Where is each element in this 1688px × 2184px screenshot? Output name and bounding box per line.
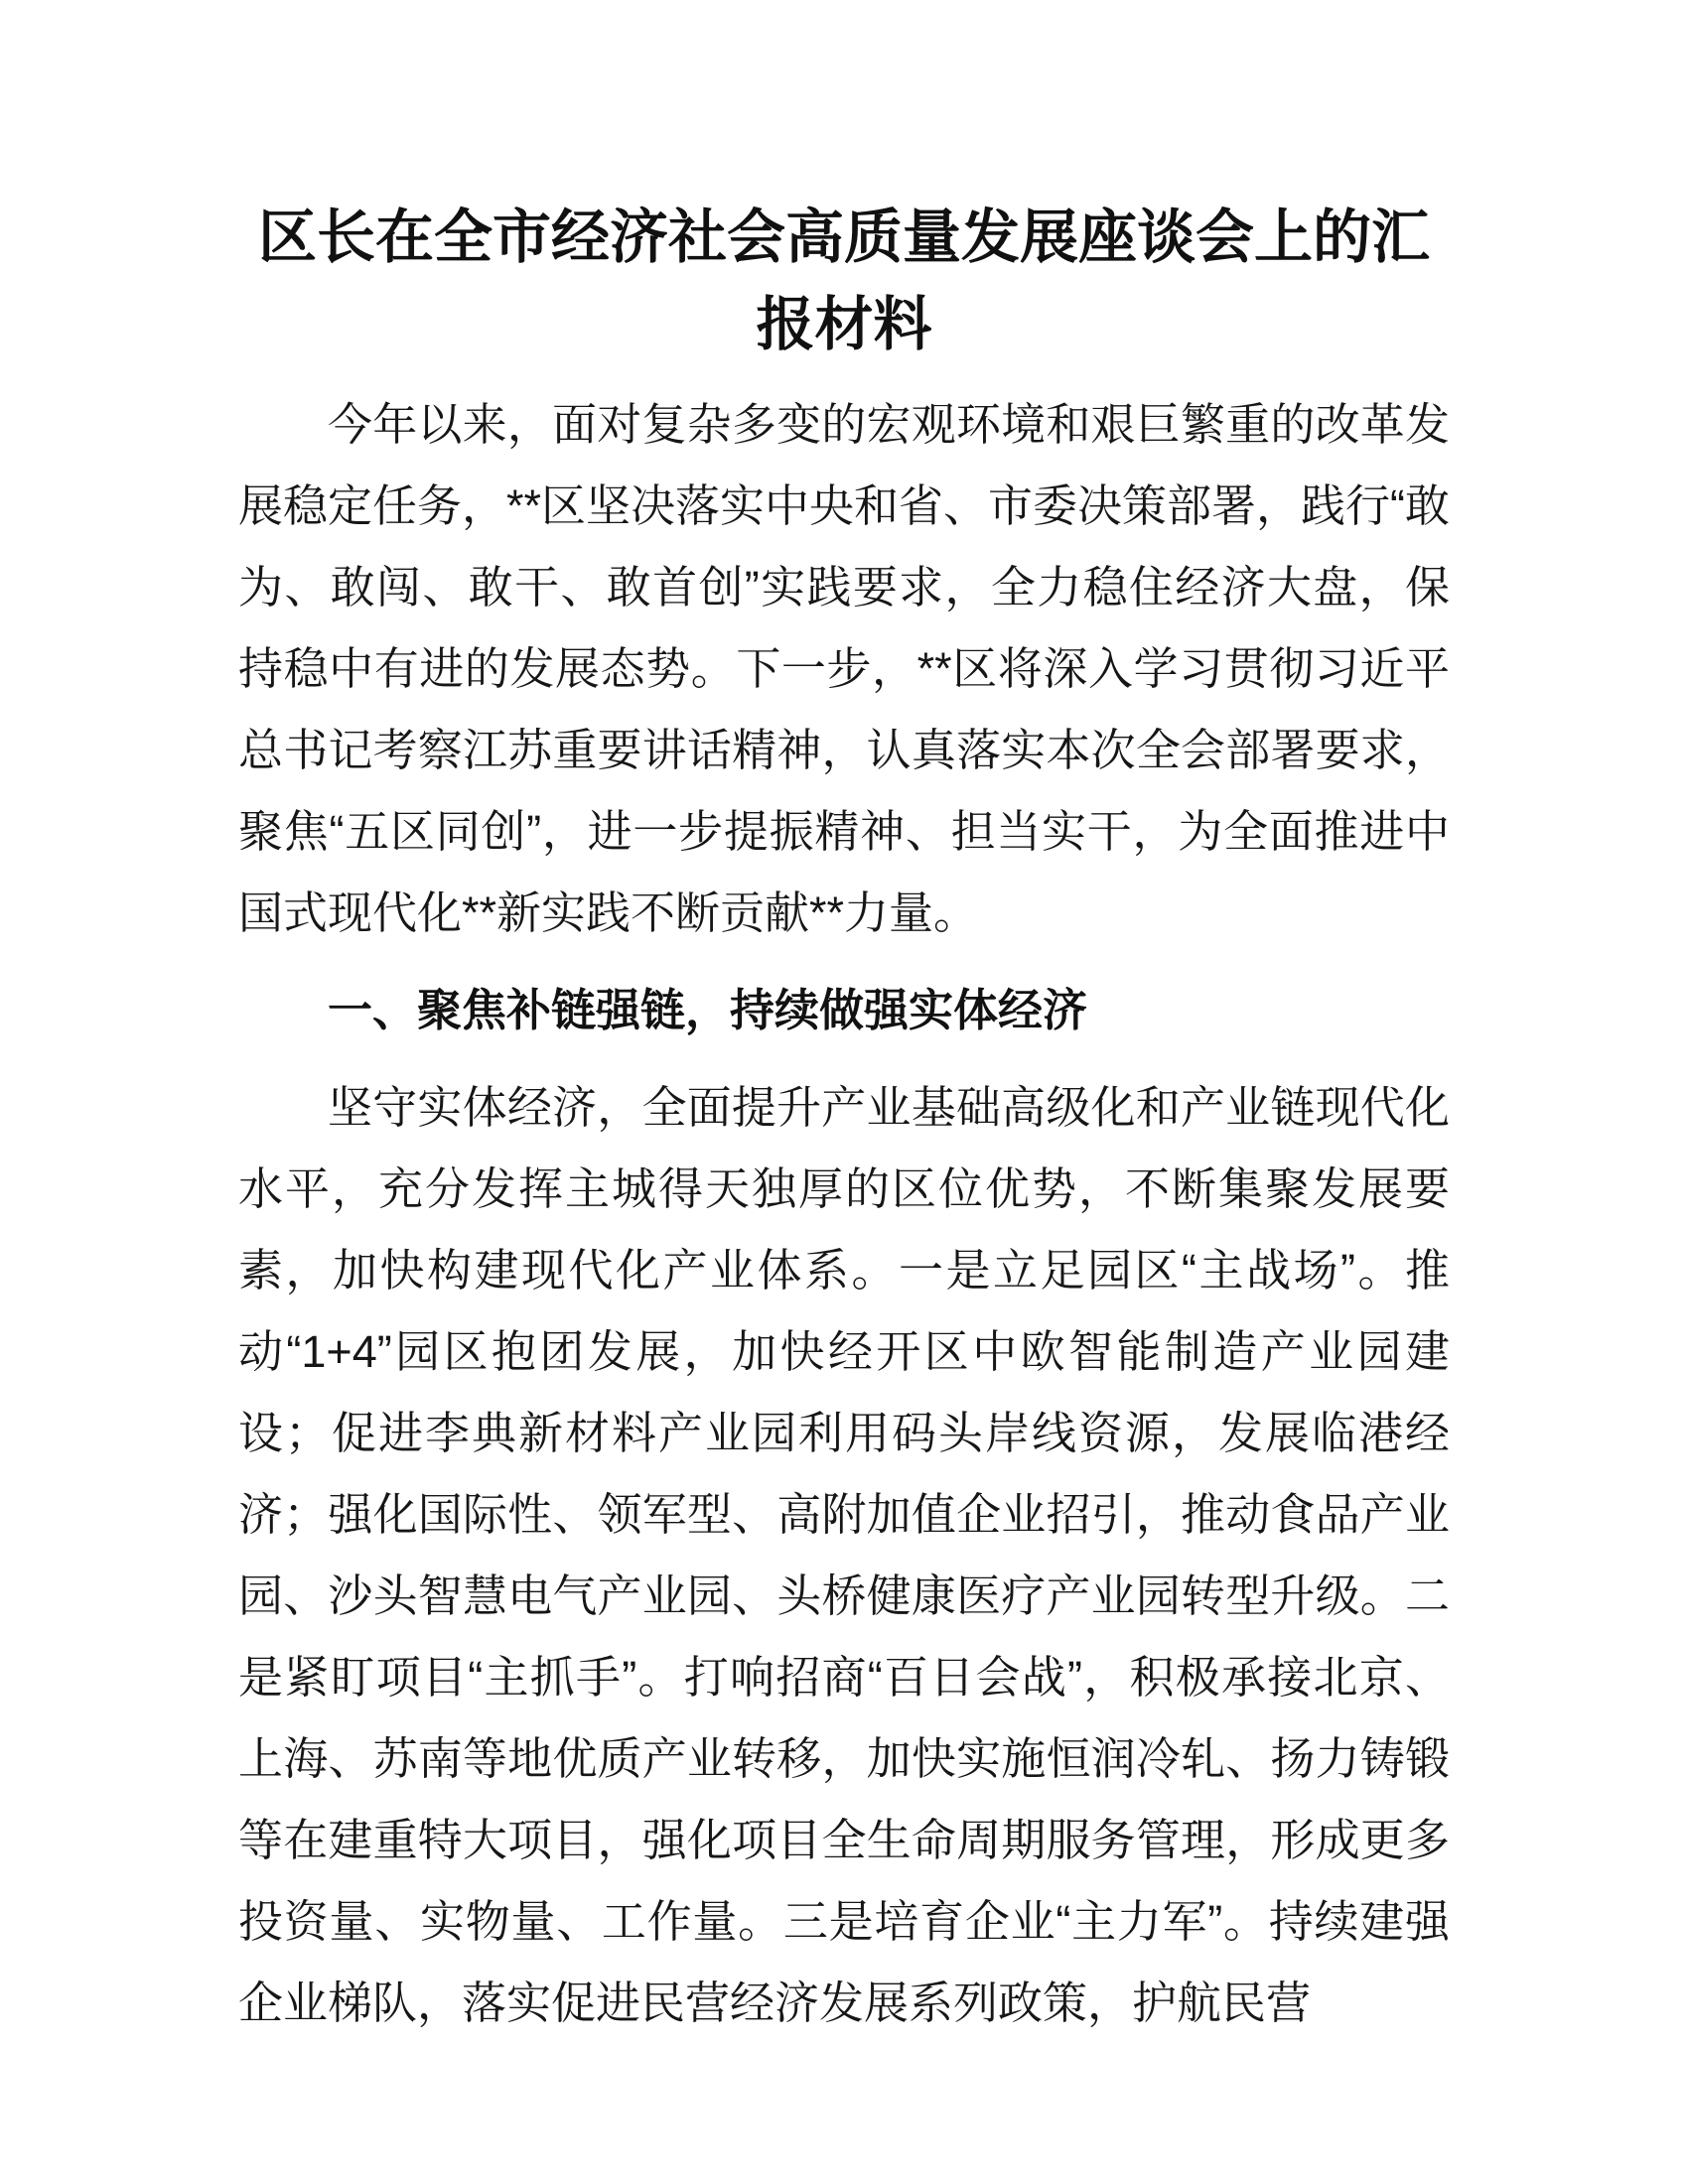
section-heading-1: 一、聚焦补链强链，持续做强实体经济 xyxy=(328,985,1088,1035)
body-paragraph-1: 今年以来，面对复杂多变的宏观环境和艰巨繁重的改革发展稳定任务，**区坚决落实中央和省、市委决策部署，践行“敢为、敢闯、敢干、敢首创”实践要求，全力稳住经济大盘，保持稳中有进的发展态势。下一步，**区将深入学习贯彻习近平总书记考察江苏重要讲话精神，认真落实本次全会部署要求，聚焦“五区同创”，进一步提振精神、担当实干，为全面推进中国式现代化**新实践不断贡献**力量。 xyxy=(238,399,1451,938)
body-paragraph-2: 坚守实体经济，全面提升产业基础高级化和产业链现代化水平，充分发挥主城得天独厚的区位优势，不断集聚发展要素，加快构建现代化产业体系。一是立足园区“主战场”。推动“1+4”园区抱团发展，加快经开区中欧智能制造产业园建设；促进李典新材料产业园利用码头岸线资源，发展临港经济；强化国际性、领军型、高附加值企业招引，推动食品产业园、沙头智慧电气产业园、头桥健康医疗产业园转型升级。二是紧盯项目“主抓手”。打响招商“百日会战”，积极承接北京、上海、苏南等地优质产业转移，加快实施恒润冷轧、扬力铸锻等在建重特大项目，强化项目全生命周期服务管理，形成更多投资量、实物量、工作量。三是培育企业“主力军”。持续建强企业梯队，落实促进民营经济发展系列政策，护航民营 xyxy=(238,1082,1450,2028)
document-title: 区长在全市经济社会高质量发展座谈会上的汇报材料 xyxy=(257,205,1430,357)
